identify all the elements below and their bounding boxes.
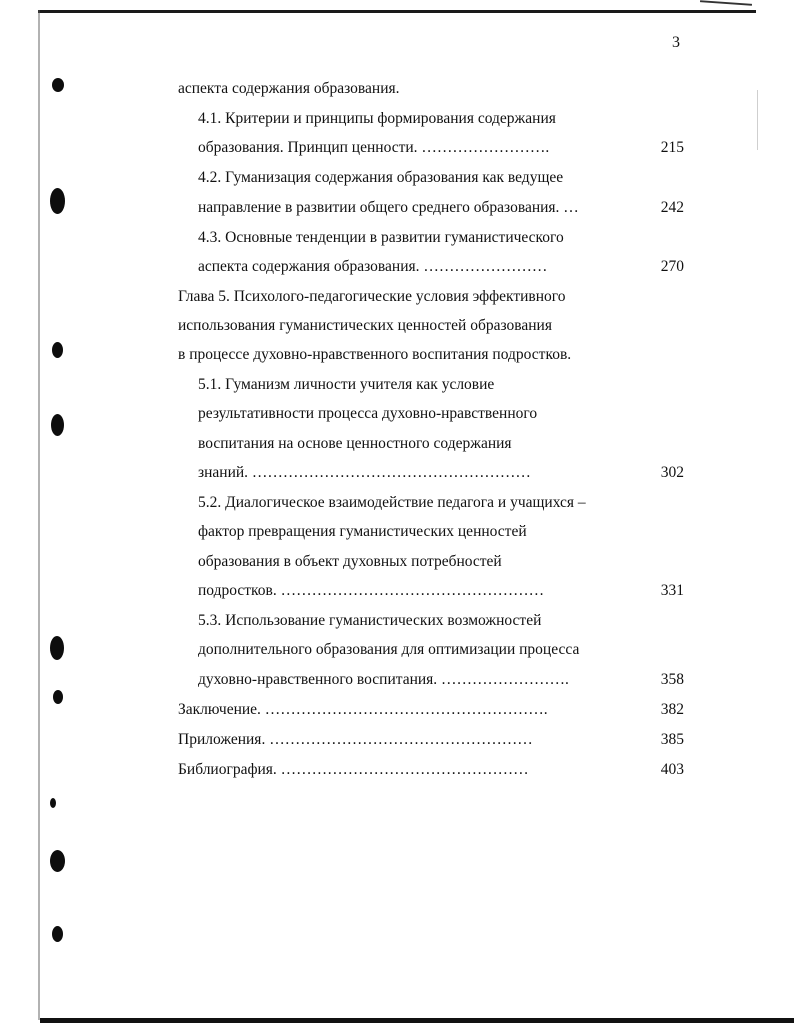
toc-chapter-line: Глава 5. Психолого-педагогические условия эффективного (178, 288, 566, 305)
toc-page-number: 270 (660, 258, 684, 275)
toc-line: 5.1. Гуманизм личности учителя как условие (198, 376, 495, 393)
toc-line: образования. Принцип ценности. ……………………. (198, 139, 550, 156)
toc-line: направление в развитии общего среднего образования. … (198, 199, 579, 216)
toc-page-number: 302 (660, 464, 684, 481)
toc-page-number: 331 (660, 582, 684, 599)
toc-page-number: 215 (660, 139, 684, 156)
toc-line: Библиография. ………………………………………… (178, 761, 529, 778)
toc-chapter-line: в процессе духовно-нравственного воспитания подростков. (178, 346, 572, 363)
toc-page-number: 358 (660, 671, 684, 688)
toc-line: духовно-нравственного воспитания. ……………………. (198, 671, 569, 688)
toc-line: 5.3. Использование гуманистических возможностей (198, 612, 542, 629)
toc-line: образования в объект духовных потребностей (198, 553, 502, 570)
toc-line: знаний. ……………………………………………… (198, 464, 531, 481)
toc-line: результативности процесса духовно-нравственного (198, 405, 538, 422)
toc-line: 5.2. Диалогическое взаимодействие педагога и учащихся – (198, 494, 586, 511)
toc-line: воспитания на основе ценностного содержания (198, 435, 512, 452)
page-number: 3 (672, 34, 680, 51)
toc-line: фактор превращения гуманистических ценностей (198, 523, 527, 540)
toc-line: 4.2. Гуманизация содержания образования как ведущее (198, 169, 564, 186)
toc-page-number: 403 (660, 761, 684, 778)
toc-line: Заключение. ………………………………………………. (178, 701, 548, 718)
toc-page-number: 382 (660, 701, 684, 718)
toc-line: 4.3. Основные тенденции в развитии гуманистического (198, 229, 564, 246)
toc-continuation: аспекта содержания образования. (178, 80, 400, 97)
toc-line: аспекта содержания образования. …………………… (198, 258, 548, 275)
toc-line: Приложения. …………………………………………… (178, 731, 533, 748)
toc-page-number: 385 (660, 731, 684, 748)
toc-page-number: 242 (660, 199, 684, 216)
toc-line: подростков. …………………………………………… (198, 582, 545, 599)
toc-line: дополнительного образования для оптимизации процесса (198, 641, 580, 658)
toc-line: 4.1. Критерии и принципы формирования содержания (198, 110, 556, 127)
toc-chapter-line: использования гуманистических ценностей образования (178, 317, 552, 334)
